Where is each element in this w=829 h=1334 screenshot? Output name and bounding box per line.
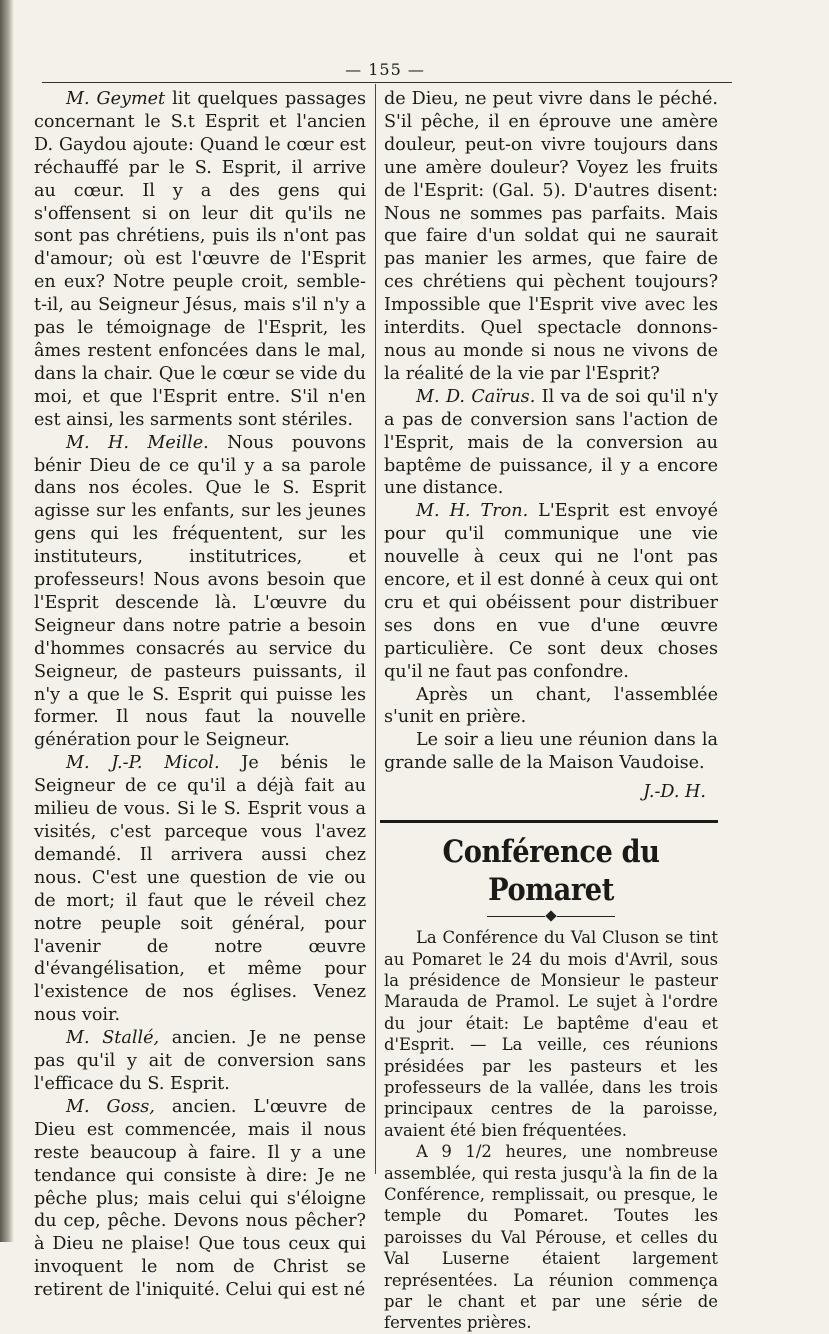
speaker-name: M. Geymet (66, 89, 166, 109)
paragraph (384, 88, 718, 386)
left-column (34, 88, 366, 1302)
paragraph (384, 386, 718, 501)
paragraph (384, 684, 718, 730)
paragraph (34, 1096, 366, 1302)
paragraph-text: ancien. L'œuvre de Dieu est commencée, mais il nous reste beaucoup à faire. Il y a une tendance qui consiste à dire: Je ne pêche plus; mais celui qui s'éloigne du cep, pêche. Devons nous pêcher? à Dieu ne plaise! Que tous ceux qui invoquent le nom de Christ se retirent de l'iniquité. Celui qui est né (34, 1096, 367, 1301)
book-spine-shadow (0, 0, 14, 1242)
speaker-name: M. Goss, (66, 1096, 155, 1117)
paragraph-text: Le soir a lieu une réunion dans la grande salle de la Maison Vaudoise. (384, 730, 718, 774)
paragraph (34, 432, 366, 753)
paragraph (34, 752, 366, 1027)
speaker-name: M. Stallé, (66, 1028, 160, 1049)
paragraph-text: L'Esprit est envoyé pour qu'il communique une vie nouvelle à ceux qui ne l'ont pas encore, et il est donné à ceux qui ont cru et qui obéissent pour distribuer ses dons en vue d'une œuvre particulière. Ce sont deux choses qu'il ne faut pas confondre. (384, 501, 719, 682)
paragraph-text: ancien. Je ne pense pas qu'il y ait de conversion sans l'efficace du S. Esprit. (34, 1028, 366, 1094)
page-number: — 155 — (345, 60, 425, 79)
speaker-name: M. H. Meille. (66, 432, 209, 453)
paragraph (384, 927, 718, 1141)
section-rule (380, 820, 718, 823)
column-divider (375, 84, 376, 1174)
ornament-divider-icon (384, 909, 718, 923)
paragraph-text: Nous pouvons bénir Dieu de ce qu'il y a sa parole dans nos écoles. Que le S. Esprit agisse sur les enfants, sur les jeunes gens qui les fréquentent, sur les instituteurs, institutrices, et professeurs! Nous avons besoin que l'Esprit descende là. L'œuvre du Seigneur dans notre patrie a besoin d'hommes consacrés au service du Seigneur, de pasteurs puissants, il n'y a que le S. Esprit qui puisse les former. Il nous faut la nouvelle génération pour le Seigneur. (34, 432, 367, 751)
paragraph (384, 729, 718, 775)
paragraph (34, 88, 366, 432)
speaker-name: M. H. Tron. (416, 501, 529, 522)
paragraph (384, 500, 718, 683)
header-rule (42, 82, 732, 83)
speaker-name: M. D. Caïrus. (416, 386, 536, 407)
paragraph-text: lit quelques passages concernant le S.t Esprit et l'ancien D. Gaydou ajoute: Quand le cœur est réchauffé par le S. Esprit, il arrive au cœur. Il y a des gens qui s'offensent si on leur dit qu'ils ne sont pas chrétiens, puis ils n'ont pas d'amour; où est l'œuvre de l'Esprit en eux? Notre peuple croit, semble-t-il, au Seigneur Jésus, mais s'il n'y a pas le témoignage de l'Esprit, les âmes restent enfoncées dans le mal, dans la chair. Que le cœur se vide du moi, et que l'Esprit entre. S'il n'en est ainsi, les sarments sont stériles. (34, 89, 366, 430)
paragraph-text: Il va de soi qu'il n'y a pas de conversion sans l'action de l'Esprit, mais de la conversion au baptême de puissance, il y a encore une distance. (384, 386, 718, 499)
paragraph-text: Après un chant, l'assemblée s'unit en prière. (384, 684, 718, 728)
author-signature: J.-D. H. (643, 782, 706, 803)
paragraph (34, 1027, 366, 1096)
paragraph-text: de Dieu, ne peut vivre dans le péché. S'il pêche, il en éprouve une amère douleur, peut-on vivre toujours dans une amère douleur? Voyez les fruits de l'Esprit: (Gal. 5). D'autres disent: Nous ne sommes pas parfaits. Mais que faire d'un soldat qui ne saurait pas manier les armes, que faire de ces chrétiens qui pèchent toujours? Impossible que l'Esprit vive avec les interdits. Quel spectacle donnons-nous au monde si nous ne vivons de la réalité de la vie par l'Esprit? (384, 89, 718, 384)
section-title: Conférence du Pomaret (442, 834, 660, 909)
speaker-name: M. J.-P. Micol. (66, 753, 220, 774)
paragraph (384, 1141, 718, 1334)
section-body (384, 927, 718, 1334)
paragraph-text: A 9 1/2 heures, une nombreuse assemblée, qui resta jusqu'à la fin de la Conférence, remplissait, ou presque, le temple du Pomaret. Toutes les paroisses du Val Pérouse, et celles du Val Luserne étaient largement représentées. La réunion commença par le chant et par une série de ferventes prières. (384, 1142, 718, 1333)
paragraph-text: Je bénis le Seigneur de ce qu'il a déjà fait au milieu de vous. Si le S. Esprit vous a visités, c'est parceque vous l'avez demandé. Il arrivera aussi chez nous. C'est une question de vie ou de mort; il faut que le réveil chez notre peuple soit général, pour l'avenir de notre œuvre d'évangélisation, et même pour l'existence de nos églises. Venez nous voir. (34, 753, 366, 1026)
right-column (384, 88, 718, 1334)
paragraph-text: La Conférence du Val Cluson se tint au Pomaret le 24 du mois d'Avril, sous la présidence de Monsieur le pasteur Marauda de Pramol. Le sujet à l'ordre du jour était: Le baptême d'eau et d'Esprit. — La veille, ces réunions présidées par les pasteurs et les professeurs de la vallée, dans les trois principaux centres de la paroisse, avaient été bien fréquentées. (384, 928, 718, 1140)
